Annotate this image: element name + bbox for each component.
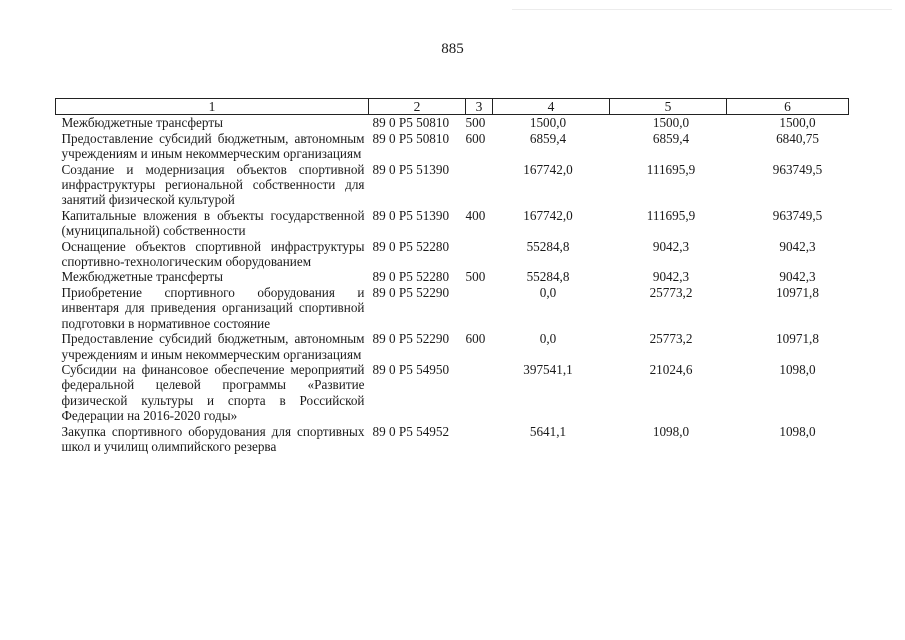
row-value-col6: 963749,5 <box>772 207 823 223</box>
row-name-cell: Капитальные вложения в объекты государственной (муниципальной) собственности <box>61 207 365 239</box>
row-type-cell: 500 <box>465 269 486 285</box>
column-header: 2 <box>369 99 466 115</box>
row-code-cell: 89 0 P5 52290 <box>372 331 450 347</box>
row-value-col6: 9042,3 <box>779 238 816 254</box>
row-value-col6: 963749,5 <box>772 161 823 177</box>
row-value-col5: 6859,4 <box>652 130 690 146</box>
row-value-col6: 1098,0 <box>779 423 816 439</box>
column-header: 4 <box>493 99 610 115</box>
row-value-col4: 6859,4 <box>529 130 567 146</box>
table-row <box>56 269 849 284</box>
row-value-col5: 1098,0 <box>652 423 690 439</box>
table-row <box>56 362 849 424</box>
row-value-col4: 0,0 <box>539 284 557 300</box>
column-header: 3 <box>466 99 493 115</box>
row-name-cell: Субсидии на финансовое обеспечение мероприятий федеральной целевой программы «Развитие физической культуры и спорта в Российской Федерации на 2016-2020 годы» <box>61 361 365 424</box>
row-value-col4: 1500,0 <box>529 115 567 131</box>
table-row <box>56 331 849 362</box>
row-value-col6: 9042,3 <box>779 269 816 285</box>
row-name-cell: Межбюджетные трансферты <box>61 115 223 131</box>
row-type-cell <box>466 285 493 331</box>
table-row <box>56 424 849 455</box>
row-name-cell: Приобретение спортивного оборудования и инвентаря для приведения организаций спортивной подготовки в нормативное состояние <box>61 284 365 331</box>
row-value-col4: 55284,8 <box>526 269 570 285</box>
row-type-cell <box>466 239 493 270</box>
row-value-col4: 167742,0 <box>523 161 573 177</box>
row-value-col5: 111695,9 <box>646 207 696 223</box>
row-code-cell: 89 0 P5 54950 <box>372 361 450 377</box>
row-code-cell: 89 0 P5 51390 <box>372 161 450 177</box>
row-type-cell: 500 <box>465 115 486 131</box>
row-value-col4: 167742,0 <box>523 207 573 223</box>
row-code-cell: 89 0 P5 50810 <box>372 115 450 131</box>
row-type-cell: 600 <box>465 331 486 347</box>
row-value-col5: 111695,9 <box>646 161 696 177</box>
page-number: 885 <box>441 41 464 57</box>
table-row <box>56 239 849 270</box>
column-header: 6 <box>727 99 849 115</box>
row-value-col6: 1500,0 <box>779 115 816 131</box>
row-value-col6: 10971,8 <box>776 331 819 347</box>
row-code-cell: 89 0 P5 52290 <box>372 284 450 300</box>
row-value-col5: 9042,3 <box>652 238 690 254</box>
row-value-col4: 55284,8 <box>526 238 570 254</box>
row-value-col6: 6840,75 <box>776 130 819 146</box>
row-value-col4: 5641,1 <box>529 423 567 439</box>
table-row <box>56 115 849 131</box>
row-type-cell <box>466 162 493 208</box>
column-header: 5 <box>610 99 727 115</box>
row-code-cell: 89 0 P5 54952 <box>372 423 450 439</box>
row-value-col4: 397541,1 <box>523 361 573 377</box>
table-row <box>56 208 849 239</box>
row-value-col5: 1500,0 <box>652 115 690 131</box>
budget-table <box>55 98 849 454</box>
row-name-cell: Оснащение объектов спортивной инфраструктуры спортивно-технологическим оборудованием <box>61 238 365 270</box>
row-type-cell: 400 <box>465 207 486 223</box>
scan-artifact-line <box>512 9 892 10</box>
table-row <box>56 285 849 331</box>
row-value-col4: 0,0 <box>539 331 557 347</box>
budget-table-container <box>55 98 848 454</box>
row-code-cell: 89 0 P5 51390 <box>372 207 450 223</box>
row-value-col5: 25773,2 <box>649 331 693 347</box>
row-name-cell: Предоставление субсидий бюджетным, автономным учреждениям и иным некоммерческим организациям <box>61 130 365 162</box>
row-type-cell <box>466 424 493 455</box>
table-body <box>56 115 849 454</box>
row-type-cell: 600 <box>465 130 486 146</box>
row-name-cell: Предоставление субсидий бюджетным, автономным учреждениям и иным некоммерческим организациям <box>61 331 365 362</box>
table-row <box>56 131 849 162</box>
row-name-cell: Закупка спортивного оборудования для спортивных школ и училищ олимпийского резерва <box>61 423 365 454</box>
row-code-cell: 89 0 P5 50810 <box>372 130 450 146</box>
row-value-col6: 10971,8 <box>776 284 819 300</box>
table-row <box>56 162 849 208</box>
row-value-col5: 9042,3 <box>652 269 690 285</box>
row-value-col5: 21024,6 <box>649 361 693 377</box>
row-code-cell: 89 0 P5 52280 <box>372 269 450 285</box>
row-name-cell: Создание и модернизация объектов спортивной инфраструктуры региональной собственности для занятий физической культурой <box>61 161 365 208</box>
row-value-col6: 1098,0 <box>779 361 816 377</box>
column-header: 1 <box>56 99 369 115</box>
row-type-cell <box>466 362 493 424</box>
row-name-cell: Межбюджетные трансферты <box>61 269 223 285</box>
header-row <box>56 99 849 115</box>
row-value-col5: 25773,2 <box>649 284 693 300</box>
row-code-cell: 89 0 P5 52280 <box>372 238 450 254</box>
